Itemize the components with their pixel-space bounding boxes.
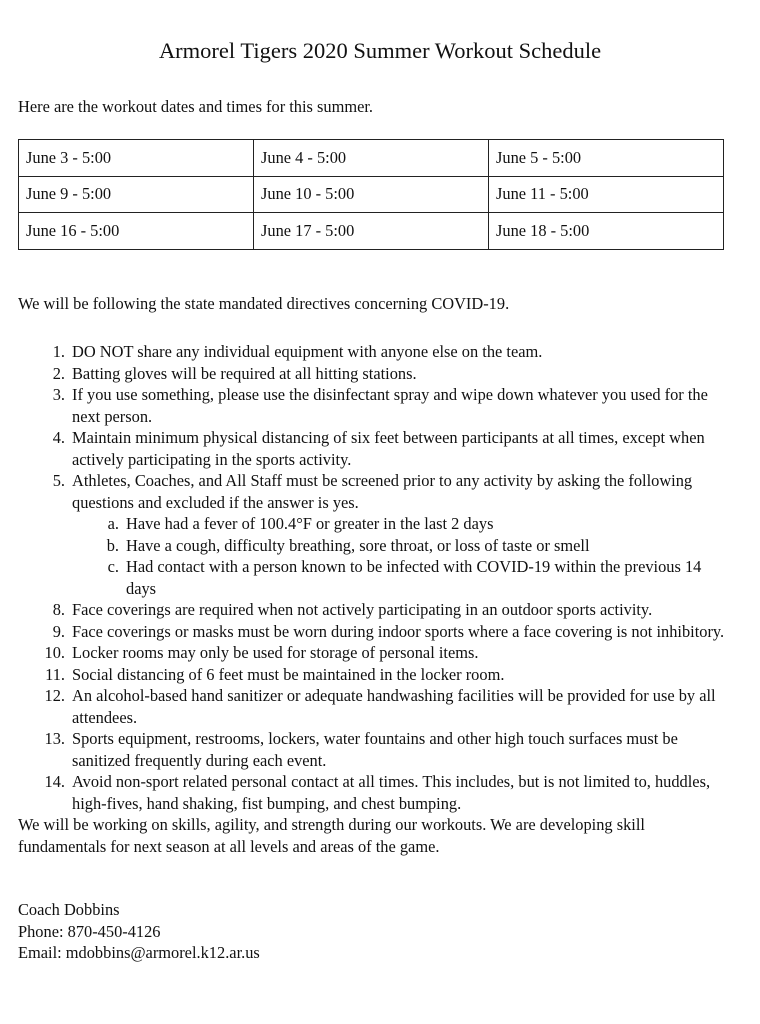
list-item-number: 11. (45, 664, 65, 684)
list-item-number: 3. (52, 385, 65, 404)
intro-text: Here are the workout dates and times for this summer. (18, 97, 374, 116)
page-title: Armorel Tigers 2020 Summer Workout Schedule (158, 38, 602, 63)
list-item-text: Athletes, Coaches, and All Staff must be screened prior to any activity by asking the following questions and excluded if the answer is yes. (72, 471, 693, 512)
list-item (18, 664, 730, 686)
list-item-number: 10. (44, 643, 65, 662)
coach-name: Coach Dobbins (18, 900, 120, 919)
list-item-text: Face coverings are required when not actively participating in an outdoor sports activity. (72, 600, 653, 619)
list-item-text: Have had a fever of 100.4°F or greater in the last 2 days (126, 514, 494, 533)
list-item-number: c. (107, 557, 119, 576)
schedule-cell: June 3 - 5:00 (19, 140, 254, 177)
schedule-cell: June 10 - 5:00 (254, 176, 489, 213)
closing-paragraph: We will be working on skills, agility, and strength during our workouts. We are developing skill fundamentals for next season at all levels and areas of the game. (18, 815, 645, 856)
list-item (18, 363, 730, 385)
schedule-row (19, 213, 724, 250)
list-item-number: 13. (44, 729, 65, 748)
coach-phone: Phone: 870-450-4126 (18, 921, 161, 941)
sub-list-item (18, 513, 730, 535)
list-item-text: Have a cough, difficulty breathing, sore throat, or loss of taste or smell (126, 535, 590, 555)
sub-list-item (18, 535, 730, 557)
rules-list (18, 341, 730, 857)
list-item-text: An alcohol-based hand sanitizer or adequate handwashing facilities will be provided for use by all attendees. (72, 686, 716, 727)
list-item (18, 384, 730, 427)
list-item-number: 1. (52, 342, 65, 361)
contact-block (18, 899, 260, 964)
schedule-table (18, 139, 724, 250)
list-item (18, 728, 730, 771)
list-item-text: Maintain minimum physical distancing of six feet between participants at all times, except when actively participating in the sports activity. (72, 428, 705, 469)
list-item (18, 642, 730, 664)
list-item (18, 427, 730, 470)
coach-email: Email: mdobbins@armorel.k12.ar.us (18, 943, 260, 962)
list-item-text: Avoid non-sport related personal contact at all times. This includes, but is not limited to, huddles, high-fives, hand shaking, fist bumping, and chest bumping. (72, 772, 711, 813)
sub-list-item (18, 556, 730, 599)
list-item (18, 685, 730, 728)
schedule-row (19, 140, 724, 177)
list-item-number: a. (107, 514, 119, 533)
list-item-number: 2. (52, 363, 65, 383)
list-item-text: Social distancing of 6 feet must be maintained in the locker room. (72, 664, 505, 684)
list-item (18, 341, 730, 363)
list-item (18, 470, 730, 513)
schedule-cell: June 4 - 5:00 (254, 140, 489, 177)
schedule-row (19, 176, 724, 213)
list-item-text: DO NOT share any individual equipment with anyone else on the team. (72, 342, 543, 361)
schedule-cell: June 9 - 5:00 (19, 176, 254, 213)
list-item-number: 4. (52, 428, 65, 447)
list-item-text: Face coverings or masks must be worn during indoor sports where a face covering is not inhibitory. (72, 621, 725, 641)
list-item-text: Sports equipment, restrooms, lockers, water fountains and other high touch surfaces must be sanitized frequently during each event. (72, 729, 678, 770)
list-item-number: 12. (44, 686, 65, 705)
list-item-text: If you use something, please use the disinfectant spray and wipe down whatever you used for the next person. (72, 385, 708, 426)
list-item-text: Had contact with a person known to be infected with COVID-19 within the previous 14 days (126, 557, 702, 598)
list-item (18, 621, 730, 643)
schedule-cell: June 16 - 5:00 (19, 213, 254, 250)
list-item (18, 771, 730, 814)
list-item-number: 5. (52, 471, 65, 490)
list-item-number: 9. (52, 621, 65, 641)
covid-intro: We will be following the state mandated directives concerning COVID-19. (18, 294, 510, 313)
list-item-number: 8. (52, 600, 65, 619)
list-item-text: Batting gloves will be required at all hitting stations. (72, 363, 417, 383)
list-item (18, 599, 730, 621)
list-item-number: 14. (44, 772, 65, 791)
schedule-cell: June 17 - 5:00 (254, 213, 489, 250)
list-item-number: b. (106, 535, 119, 555)
schedule-cell: June 18 - 5:00 (489, 213, 724, 250)
list-item-text: Locker rooms may only be used for storage of personal items. (72, 643, 479, 662)
schedule-cell: June 5 - 5:00 (489, 140, 724, 177)
schedule-cell: June 11 - 5:00 (489, 176, 724, 213)
